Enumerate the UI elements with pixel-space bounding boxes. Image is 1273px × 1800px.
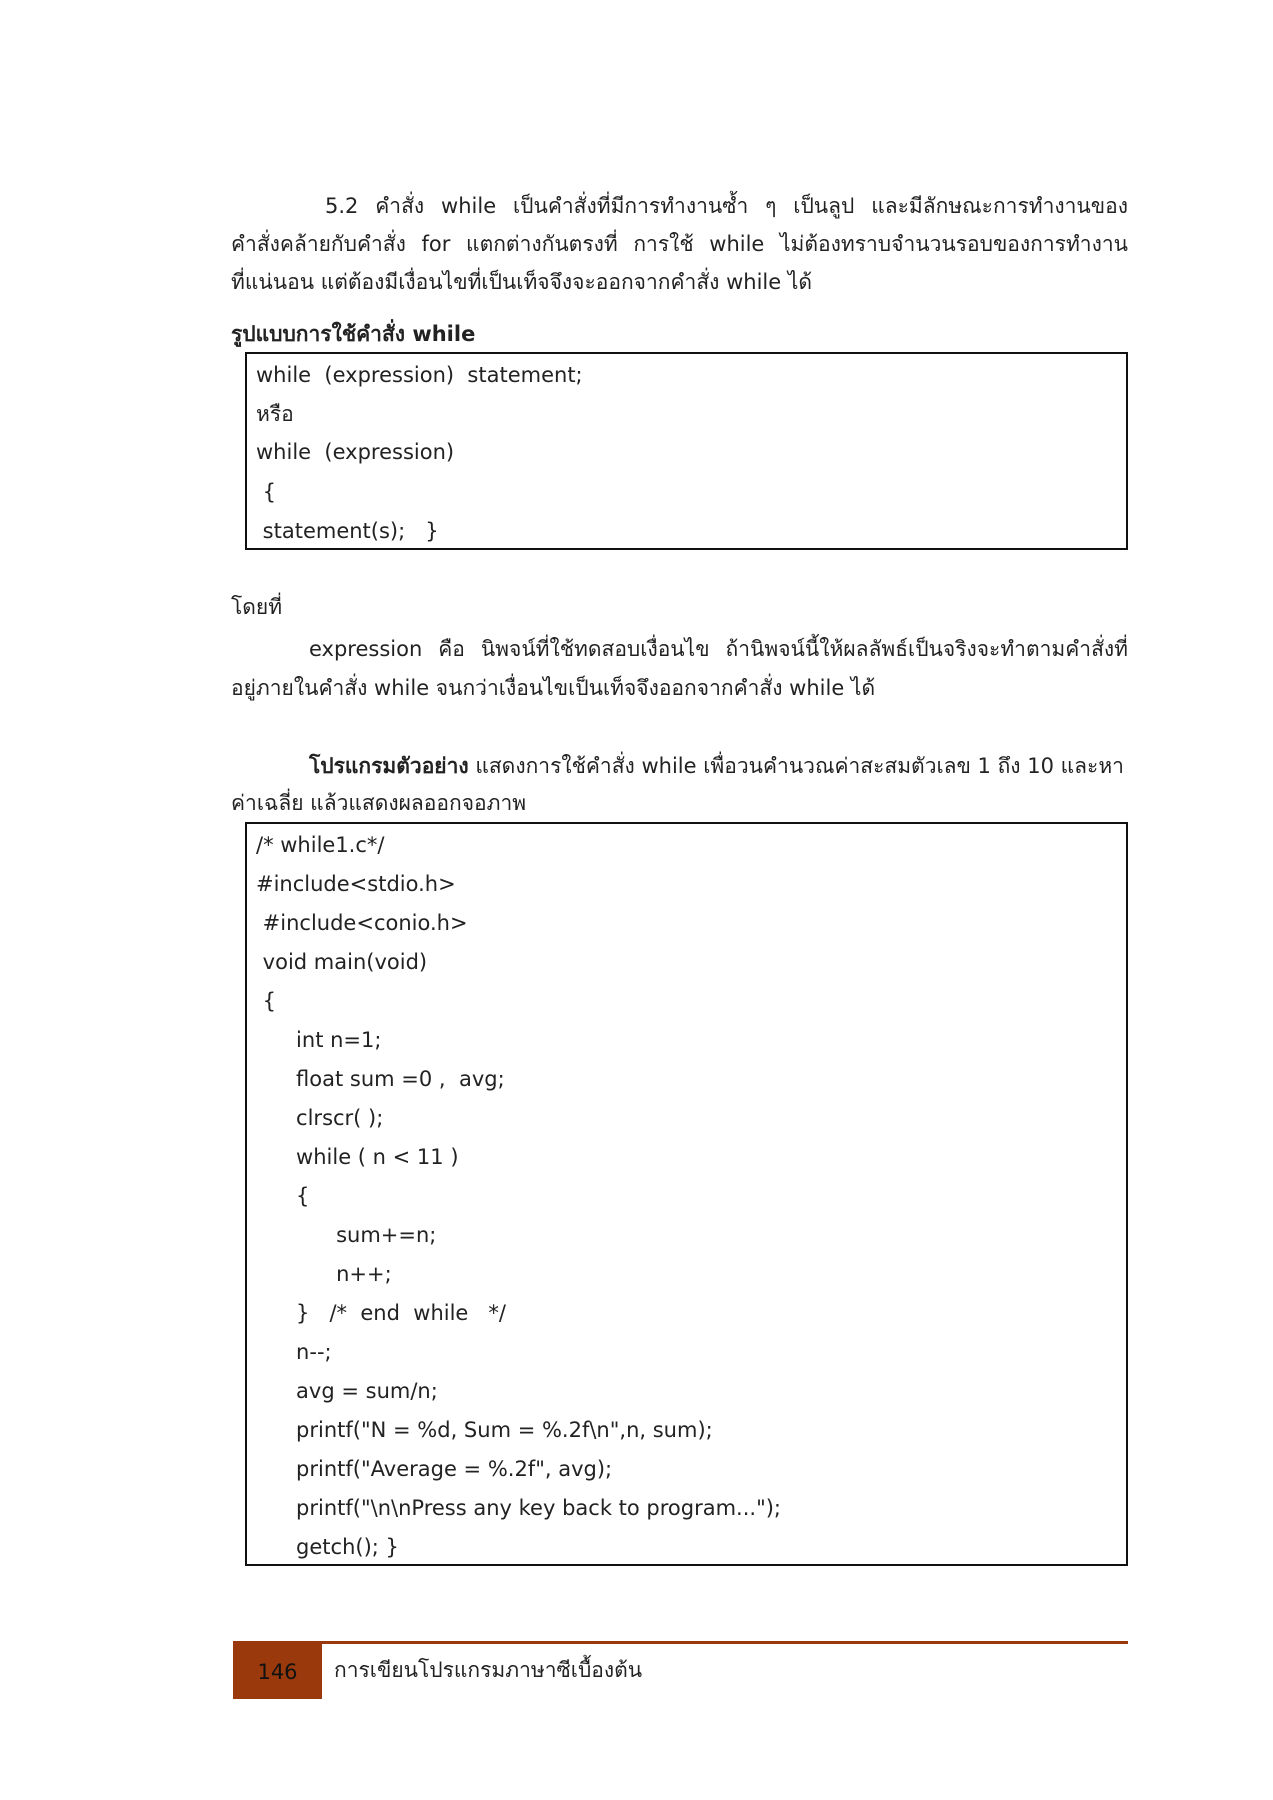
example-text: แสดงการใช้คำสั่ง while เพื่อวนคำนวณค่าสะสมตัวเลข 1 ถึง 10 และหา (468, 754, 1124, 778)
code-line: { (256, 989, 277, 1013)
intro-line: 5.2 คำสั่ง while เป็นคำสั่งที่มีการทำงานซ้ำ ๆ เป็นลูป และมีลักษณะการทำงานของ (325, 194, 1128, 218)
syntax-heading: รูปแบบการใช้คำสั่ง while (231, 322, 476, 346)
page-number: 146 (233, 1644, 322, 1699)
example-label: โปรแกรมตัวอย่าง (309, 754, 469, 778)
code-line: sum+=n; (256, 1223, 437, 1247)
syntax-line: while (expression) (256, 440, 455, 464)
syntax-line: statement(s); } (256, 519, 439, 543)
syntax-line: หรือ (256, 402, 294, 426)
code-line: /* while1.c*/ (256, 833, 385, 857)
code-line: avg = sum/n; (256, 1379, 438, 1403)
code-line: } /* end while */ (256, 1301, 506, 1325)
footer-title: การเขียนโปรแกรมภาษาซีเบื้องต้น (334, 1658, 643, 1682)
code-box (245, 822, 1128, 1566)
where-label: โดยที่ (231, 595, 283, 619)
syntax-line: while (expression) statement; (256, 363, 583, 387)
footer-rule (233, 1641, 1128, 1644)
code-line: { (256, 1184, 310, 1208)
where-line: อยู่ภายในคำสั่ง while จนกว่าเงื่อนไขเป็นเท็จจึงออกจากคำสั่ง while ได้ (231, 676, 876, 700)
syntax-line: { (256, 480, 277, 504)
code-line: n--; (256, 1340, 332, 1364)
code-line: clrscr( ); (256, 1106, 384, 1130)
code-line: printf("N = %d, Sum = %.2f\n",n, sum); (256, 1418, 713, 1442)
code-line: getch(); } (256, 1535, 399, 1559)
code-line: #include<conio.h> (256, 911, 468, 935)
intro-line: ที่แน่นอน แต่ต้องมีเงื่อนไขที่เป็นเท็จจึงจะออกจากคำสั่ง while ได้ (231, 270, 813, 294)
code-line: n++; (256, 1262, 392, 1286)
code-line: while ( n < 11 ) (256, 1145, 459, 1169)
code-line: void main(void) (256, 950, 428, 974)
example-intro (309, 751, 1128, 781)
code-line: #include<stdio.h> (256, 872, 456, 896)
where-line: expression คือ นิพจน์ที่ใช้ทดสอบเงื่อนไข ถ้านิพจน์นี้ให้ผลลัพธ์เป็นจริงจะทำตามคำสั่งที่ (309, 637, 1128, 661)
code-line: float sum =0 , avg; (256, 1067, 505, 1091)
example-line: ค่าเฉลี่ย แล้วแสดงผลออกจอภาพ (231, 791, 527, 815)
code-line: printf("\n\nPress any key back to program..."); (256, 1496, 781, 1520)
code-line: printf("Average = %.2f", avg); (256, 1457, 613, 1481)
intro-line: คำสั่งคล้ายกับคำสั่ง for แตกต่างกันตรงที่ การใช้ while ไม่ต้องทราบจำนวนรอบของการทำงาน (231, 232, 1128, 256)
syntax-box (245, 352, 1128, 550)
code-line: int n=1; (256, 1028, 382, 1052)
